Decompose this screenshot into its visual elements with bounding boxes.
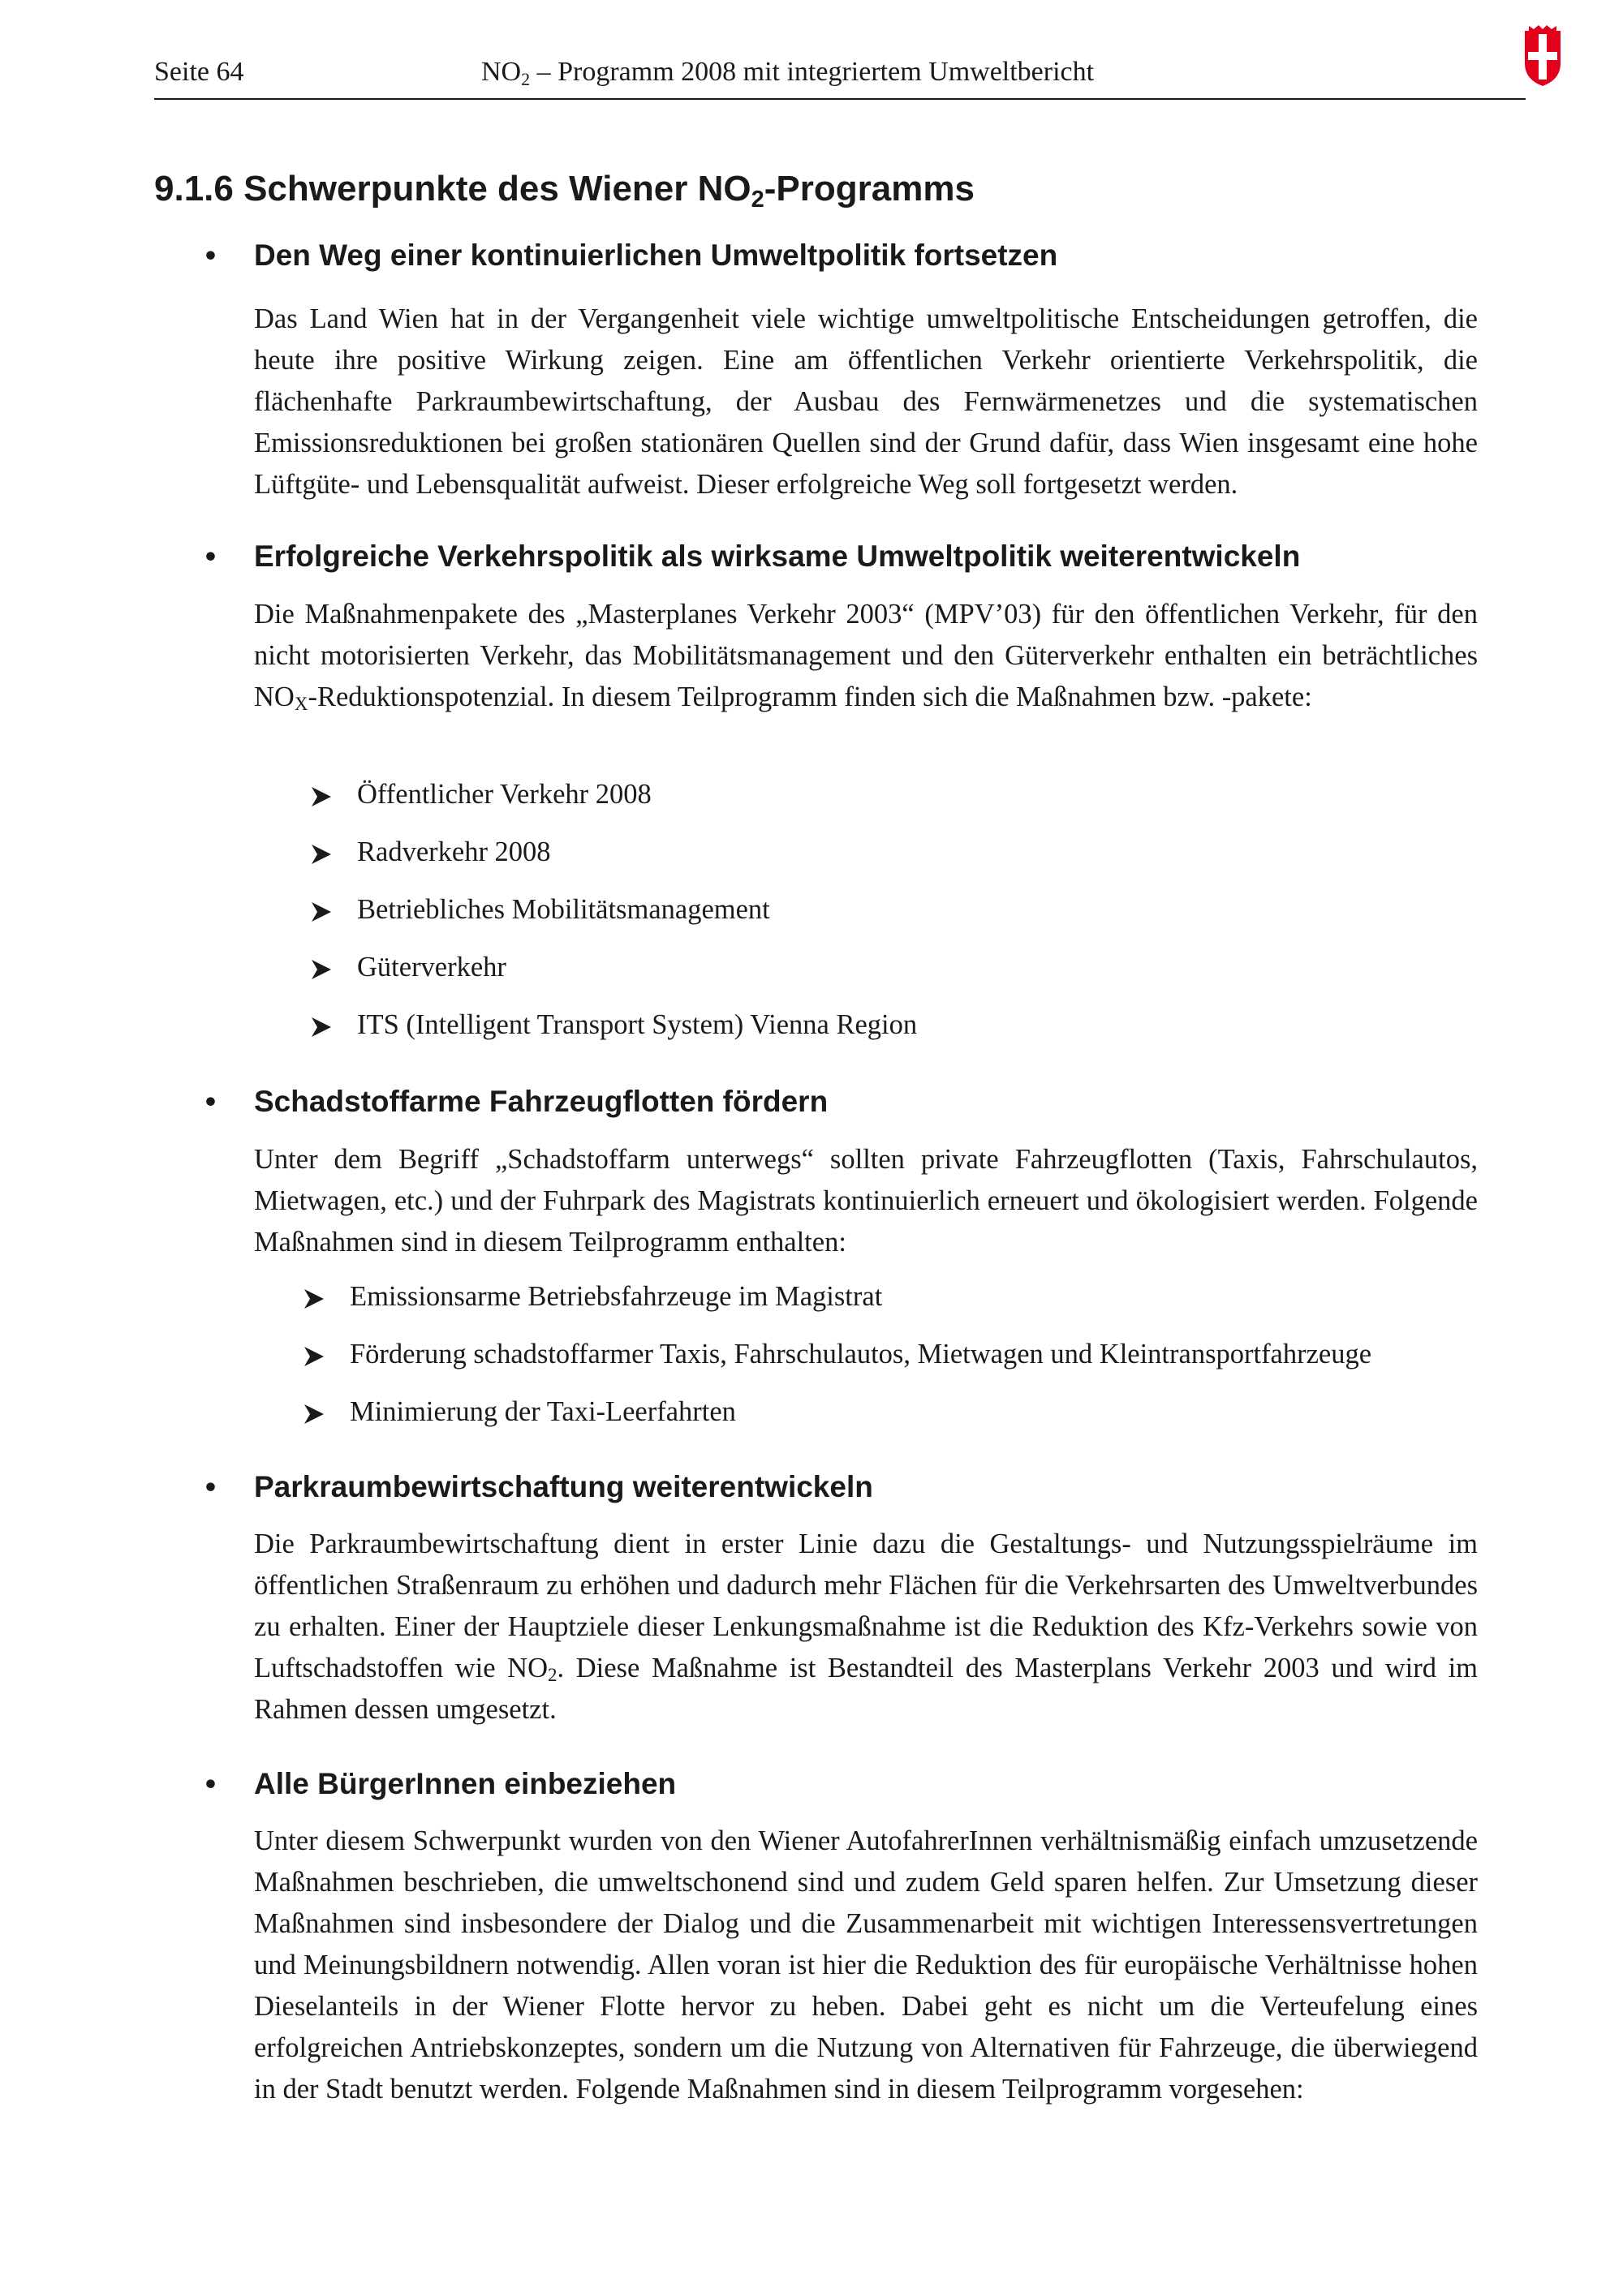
bullet-heading-text: Alle BürgerInnen einbeziehen xyxy=(254,1767,677,1800)
paragraph: Unter dem Begriff „Schadstoffarm unterwegs“ sollten private Fahrzeugflotten (Taxis, Fahrschulautos, Mietwagen, etc.) und der Fuhrpark des Magistrats kontinuierlich erneuert und ökologisiert werden. Folgende Maßnahmen sind in diesem Teilprogramm enthalten: xyxy=(254,1144,1478,1258)
bullet-dot: • xyxy=(205,1470,216,1503)
paragraph-post: . Diese Maßnahme ist Bestandteil des Masterplans Verkehr 2003 und wird im Rahmen dessen umgesetzt. xyxy=(254,1653,1478,1725)
list-item-text: Radverkehr 2008 xyxy=(357,836,551,867)
arrowhead-icon xyxy=(311,1017,332,1038)
list-item-text: Öffentlicher Verkehr 2008 xyxy=(357,779,652,810)
paragraph-sub: 2 xyxy=(548,1665,558,1685)
list-item-text: Emissionsarme Betriebsfahrzeuge im Magistrat xyxy=(350,1281,883,1312)
paragraph-pre: Die Parkraumbewirtschaftung dient in erster Linie dazu die Gestaltungs- und Nutzungsspielräume im öffentlichen Straßenraum zu erhöhen und dadurch mehr Flächen für die Verkehrsarten des Umweltverbundes zu erhalten. Einer der Hauptziele dieser Lenkungsmaßnahme ist die Reduktion des Kfz-Verkehrs sowie von Luftschadstoffen wie NO xyxy=(254,1529,1478,1683)
bullet-heading-text: Den Weg einer kontinuierlichen Umweltpolitik fortsetzen xyxy=(254,239,1058,272)
arrowhead-icon xyxy=(311,786,332,807)
arrowhead-icon xyxy=(311,844,332,865)
list-item-text: Betriebliches Mobilitätsmanagement xyxy=(357,894,770,925)
bullet-dot: • xyxy=(205,1085,216,1118)
list-item-text: ITS (Intelligent Transport System) Vienna Region xyxy=(357,1009,918,1040)
bullet-dot: • xyxy=(205,540,216,573)
section-heading xyxy=(154,169,975,213)
paragraph xyxy=(254,594,1478,718)
bullet-heading-text: Parkraumbewirtschaftung weiterentwickeln xyxy=(254,1470,873,1503)
paragraph-sub: X xyxy=(294,694,308,714)
header-title-pre: NO xyxy=(481,57,522,87)
arrowhead-icon xyxy=(304,1288,325,1309)
bullet-dot: • xyxy=(205,239,216,272)
arrowhead-icon xyxy=(311,959,332,980)
paragraph-post: -Reduktionspotenzial. In diesem Teilprogramm finden sich die Maßnahmen bzw. -pakete: xyxy=(308,681,1312,712)
paragraph: Das Land Wien hat in der Vergangenheit viele wichtige umweltpolitische Entscheidungen getroffen, die heute ihre positive Wirkung zeigen. Eine am öffentlichen Verkehr orientierte Verkehrspolitik, die flächenhafte Parkraumbewirtschaftung, der Ausbau des Fernwärmenetzes und die systematischen Emissionsreduktionen bei großen stationären Quellen sind der Grund dafür, dass Wien insgesamt eine hohe Lüftgüte- und Lebensqualität aufweist. Dieser erfolgreiche Weg soll fortgesetzt werden. xyxy=(254,303,1478,500)
list-item-text: Förderung schadstoffarmer Taxis, Fahrschulautos, Mietwagen und Kleintransportfahrzeuge xyxy=(350,1339,1372,1369)
arrowhead-icon xyxy=(304,1346,325,1367)
list-item-text: Güterverkehr xyxy=(357,952,506,982)
section-title-sub: 2 xyxy=(751,187,764,213)
header-title-post: – Programm 2008 mit integriertem Umweltbericht xyxy=(530,57,1095,87)
vienna-coat-of-arms-icon xyxy=(1522,24,1563,88)
section-title-pre: 9.1.6 Schwerpunkte des Wiener NO xyxy=(154,169,751,209)
bullet-heading-text: Erfolgreiche Verkehrspolitik als wirksame Umweltpolitik weiterentwickeln xyxy=(254,540,1301,573)
bullet-dot: • xyxy=(205,1767,216,1800)
running-header-title xyxy=(481,57,1094,90)
header-title-sub: 2 xyxy=(521,69,531,89)
header-rule xyxy=(154,98,1526,100)
bullet-heading-text: Schadstoffarme Fahrzeugflotten fördern xyxy=(254,1085,829,1118)
page-number: Seite 64 xyxy=(154,57,244,87)
list-item-text: Minimierung der Taxi-Leerfahrten xyxy=(350,1396,736,1427)
section-title-post: -Programms xyxy=(764,169,975,209)
paragraph-pre: Die Maßnahmenpakete des „Masterplanes Verkehr 2003“ (MPV’03) für den öffentlichen Verkehr, für den nicht motorisierten Verkehr, das Mobilitätsmanagement und den Güterverkehr enthalten ein beträchtliches NO xyxy=(254,599,1478,712)
arrowhead-icon xyxy=(311,901,332,922)
arrowhead-icon xyxy=(304,1404,325,1425)
paragraph xyxy=(254,1524,1478,1731)
paragraph: Unter diesem Schwerpunkt wurden von den Wiener AutofahrerInnen verhältnismäßig einfach umzusetzende Maßnahmen beschrieben, die umweltschonend sind und zudem Geld sparen helfen. Zur Umsetzung dieser Maßnahmen sind insbesondere der Dialog und die Zusammenarbeit mit wichtigen Interessensvertretungen und Meinungsbildnern notwendig. Allen voran ist hier die Reduktion des für europäische Verhältnisse hohen Dieselanteils in der Wiener Flotte hervor zu heben. Dabei geht es nicht um die Verteufelung eines erfolgreichen Antriebskonzeptes, sondern um die Nutzung von Alternativen für Fahrzeuge, die überwiegend in der Stadt benutzt werden. Folgende Maßnahmen sind in diesem Teilprogramm vorgesehen: xyxy=(254,1825,1478,2105)
